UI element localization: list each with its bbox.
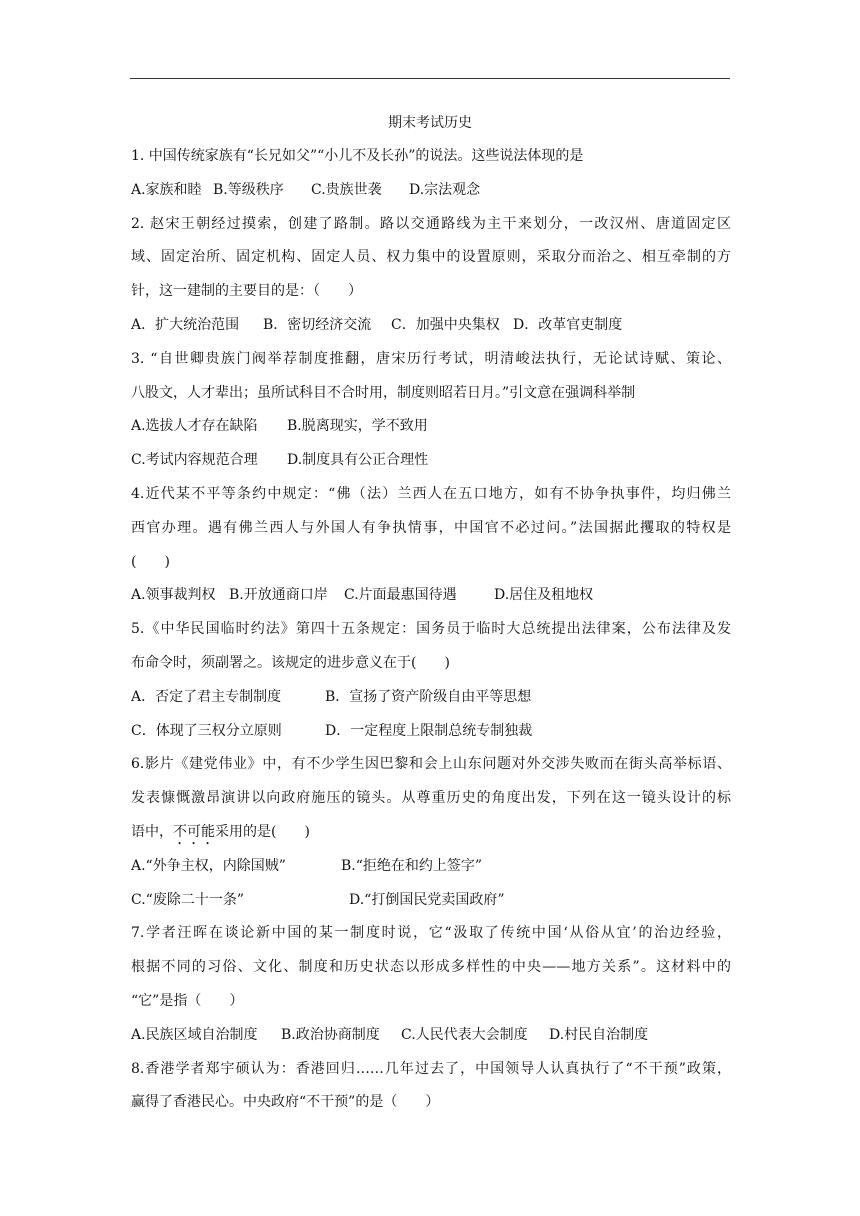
question-text: 5.《中华民国临时约法》第四十五条规定：国务员于临时大总统提出法律案，公布法律及发 [131, 621, 731, 638]
question-text: 8.香港学者郑宇硕认为：香港回归……几年过去了，中国领导人认真执行了“不干预”政策， [131, 1060, 731, 1077]
question-text: “它”是指（ ） [131, 992, 244, 1009]
question-text: 发表慷慨激昂演讲以向政府施压的镜头。从尊重历史的角度出发，下列在这一镜头设计的标 [131, 790, 731, 807]
question-text: 1. 中国传统家族有“长兄如父”“小儿不及长孙”的说法。这些说法体现的是 [131, 148, 584, 164]
question-text [131, 816, 731, 850]
options-row [131, 174, 731, 208]
option-a: A.领事裁判权 [131, 587, 216, 604]
option-d: D.村民自治制度 [549, 1026, 649, 1043]
option-b: B.等级秩序 [213, 181, 284, 198]
option-b: B.开放通商口岸 [229, 587, 328, 604]
question-text: 八股文，人才辈出；虽所试科目不合时用，制度则昭若日月。”引文意在强调科举制 [131, 384, 636, 401]
emphasized-text: 不可能 [173, 823, 215, 840]
option-c: C.“废除二十一条” [131, 891, 244, 908]
option-a: A．扩大统治范围 [131, 316, 240, 333]
options-row [131, 444, 731, 478]
question-text: 西官办理。遇有佛兰西人与外国人有争执情事，中国官不必过问。”法国据此攫取的特权是 [131, 519, 731, 536]
option-a: A.“外争主权，内除国贼” [131, 857, 286, 874]
option-a: A.家族和睦 [131, 181, 202, 198]
option-b: B．密切经济交流 [263, 316, 372, 333]
option-c: C.人民代表大会制度 [401, 1026, 528, 1043]
option-b: B.政治协商制度 [281, 1026, 380, 1043]
option-c: C.贵族世袭 [311, 181, 382, 198]
option-d: D．一定程度上限制总统专制独裁 [325, 722, 533, 739]
header-rule [130, 78, 730, 79]
question-text: 3. “自世卿贵族门阀举荐制度推翻，唐宋历行考试，明清峻法执行，无论试诗赋、策论、 [131, 350, 731, 367]
option-d: D．改革官吏制度 [513, 316, 623, 333]
options-row [131, 715, 731, 749]
question-text: ( ) [131, 553, 170, 570]
option-d: D.“打倒国民党卖国政府” [349, 891, 505, 908]
question-5 [131, 613, 731, 748]
question-4 [131, 478, 731, 613]
question-text: 7.学者汪晖在谈论新中国的某一制度时说，它“汲取了传统中国‘从俗从宜’的治边经验， [131, 925, 731, 942]
question-6 [131, 748, 731, 917]
option-c: C.片面最惠国待遇 [344, 587, 457, 604]
question-text: 2. 赵宋王朝经过摸索，创建了路制。路以交通路线为主干来划分，一改汉州、唐道固定区 [131, 215, 731, 232]
question-text: 布命令时，须副署之。该规定的进步意义在于( ) [131, 654, 450, 671]
question-8 [131, 1053, 731, 1121]
option-a: A.选拔人才存在缺陷 [131, 418, 258, 435]
question-text: 针，这一建制的主要目的是：（ ） [131, 283, 362, 300]
question-1 [131, 140, 731, 208]
option-d: D.制度具有公正合理性 [287, 452, 429, 469]
options-row [131, 309, 731, 343]
question-text-part: 语中， [131, 823, 173, 840]
options-row [131, 579, 731, 613]
question-3 [131, 343, 731, 478]
question-list [131, 140, 731, 1120]
question-text-part: 采用的是( ) [215, 823, 310, 840]
options-row [131, 1019, 731, 1053]
option-c: C．加强中央集权 [391, 316, 500, 333]
option-b: B.脱离现实，学不致用 [287, 418, 428, 435]
option-c: C.考试内容规范合理 [131, 452, 258, 469]
options-row [131, 884, 731, 918]
option-d: D.宗法观念 [409, 181, 481, 198]
option-b: B．宣扬了资产阶级自由平等思想 [325, 688, 532, 705]
option-a: A.民族区域自治制度 [131, 1026, 258, 1043]
option-a: A．否定了君主专制制度 [131, 688, 282, 705]
question-7 [131, 917, 731, 1052]
question-text: 赢得了香港民心。中央政府“不干预”的是（ ） [131, 1094, 440, 1111]
option-d: D.居住及租地权 [494, 587, 594, 604]
options-row [131, 410, 731, 444]
options-row [131, 850, 731, 884]
page-title: 期末考试历史 [388, 115, 472, 131]
question-text: 根据不同的习俗、文化、制度和历史状态以形成多样性的中央——地方关系”。这材料中的 [131, 959, 731, 976]
question-2 [131, 208, 731, 343]
question-text: 域、固定治所、固定机构、固定人员、权力集中的设置原则，采取分而治之、相互牵制的方 [131, 249, 731, 266]
question-text: 6.影片《建党伟业》中，有不少学生因巴黎和会上山东问题对外交涉失败而在街头高举标语、 [131, 756, 731, 773]
question-text: 4.近代某不平等条约中规定：“佛（法）兰西人在五口地方，如有不协争执事件，均归佛兰 [131, 485, 731, 502]
options-row [131, 681, 731, 715]
option-c: C．体现了三权分立原则 [131, 722, 282, 739]
option-b: B.“拒绝在和约上签字” [341, 857, 483, 874]
